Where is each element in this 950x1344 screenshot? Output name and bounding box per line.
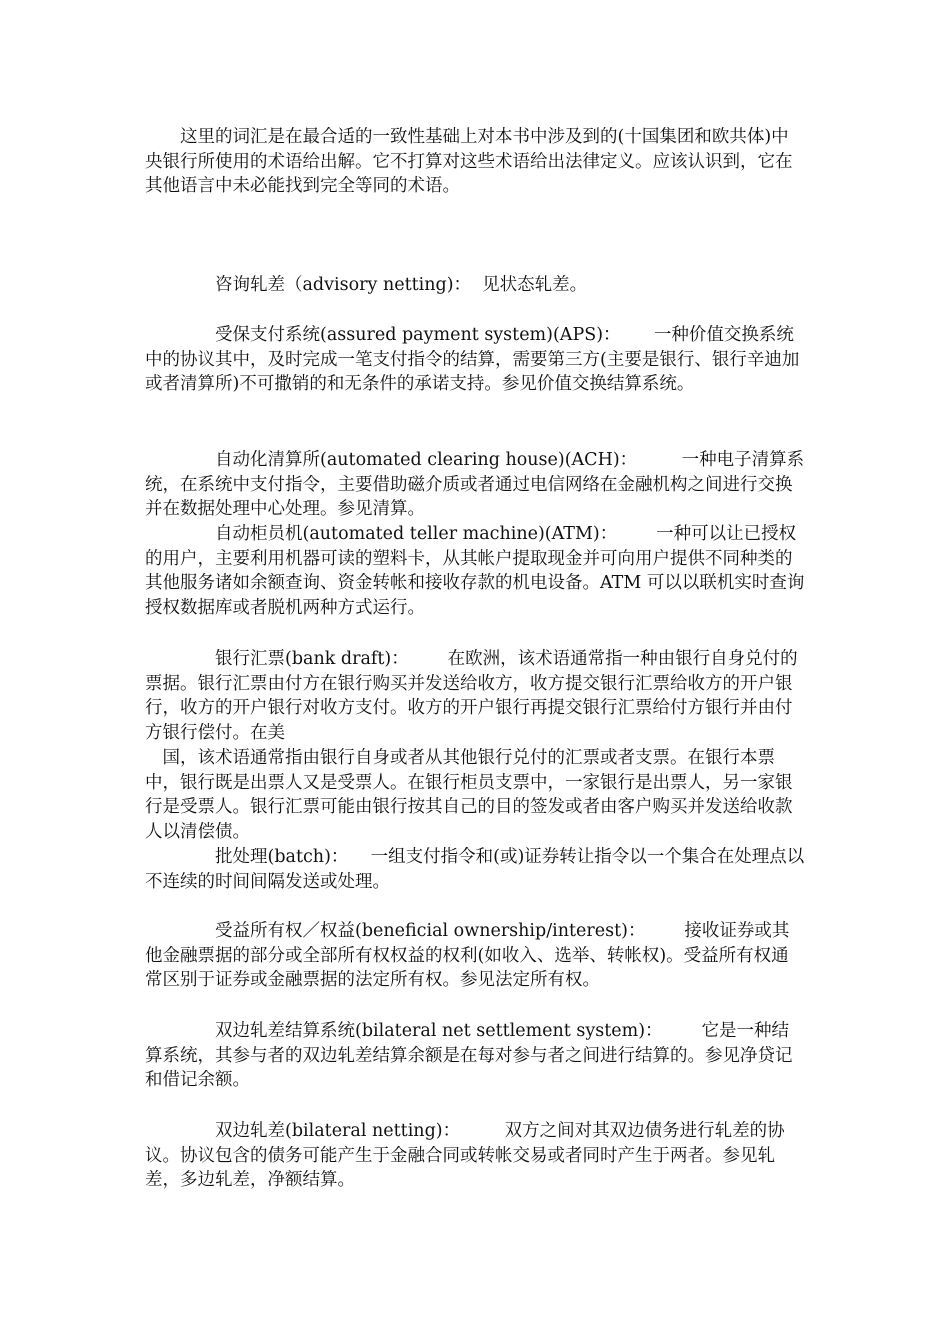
glossary-entry-batch: 批处理(batch)： 一组支付指令和(或)证券转让指令以一个集合在处理点以不连续的时间间隔发送或处理。 xyxy=(145,847,805,892)
glossary-entry-bank-draft: 银行汇票(bank draft)： 在欧洲，该术语通常指一种由银行自身兑付的票据。银行汇票由付方在银行购买并发送给收方，收方提交银行汇票给收方的开户银行，收方的开户银行对收方支付。收方的开户银行再提交银行汇票给付方银行并由付方银行偿付。在美 xyxy=(145,649,798,743)
glossary-entry-bilateral-netting: 双边轧差(bilateral netting)： 双方之间对其双边债务进行轧差的协议。协议包含的债务可能产生于金融合同或转帐交易或者同时产生于两者。参见轧差，多边轧差，净额结算。 xyxy=(145,1121,785,1190)
glossary-entry-automated-teller-machine: 自动柜员机(automated teller machine)(ATM)： 一种可以让已授权的用户，主要利用机器可读的塑料卡，从其帐户提取现金并可向用户提供不同种类的其他服务诸如余额查询、资金转帐和接收存款的机电设备。ATM 可以以联机实时查询授权数据库或者脱机两种方式运行。 xyxy=(145,524,805,618)
glossary-entry-assured-payment-system: 受保支付系统(assured payment system)(APS)： 一种价值交换系统中的协议其中，及时完成一笔支付指令的结算，需要第三方(主要是银行、银行辛迪加或者清算所)不可撒销的和无条件的承诺支持。参见价值交换结算系统。 xyxy=(145,325,800,394)
glossary-entry-bilateral-net-settlement-system: 双边轧差结算系统(bilateral net settlement system)： 它是一种结算系统，其参与者的双边轧差结算余额是在每对参与者之间进行结算的。参见净贷记和借记余额。 xyxy=(145,1021,793,1090)
intro-paragraph: 这里的词汇是在最合适的一致性基础上对本书中涉及到的(十国集团和欧共体)中央银行所使用的术语给出解。它不打算对这些术语给出法律定义。应该认识到，它在其他语言中未必能找到完全等同的术语。 xyxy=(145,127,793,196)
glossary-entry-bank-draft-continued: 国，该术语通常指由银行自身或者从其他银行兑付的汇票或者支票。在银行本票中，银行既是出票人又是受票人。在银行柜员支票中，一家银行是出票人，另一家银行是受票人。银行汇票可能由银行按其自己的目的签发或者由客户购买并发送给收款人以清偿债。 xyxy=(145,748,793,842)
glossary-entry-beneficial-ownership: 受益所有权／权益(beneficial ownership/interest)： 接收证券或其他金融票据的部分或全部所有权权益的权利(如收入、选举、转帐权)。受益所有权通常区别于证券或金融票据的法定所有权。参见法定所有权。 xyxy=(145,921,790,990)
glossary-entry-automated-clearing-house: 自动化清算所(automated clearing house)(ACH)： 一种电子清算系统，在系统中支付指令，主要借助磁介质或者通过电信网络在金融机构之间进行交换并在数据处理中心处理。参见清算。 xyxy=(145,450,805,519)
glossary-entry-advisory-netting: 咨询轧差（advisory netting)： 见状态轧差。 xyxy=(145,275,588,295)
